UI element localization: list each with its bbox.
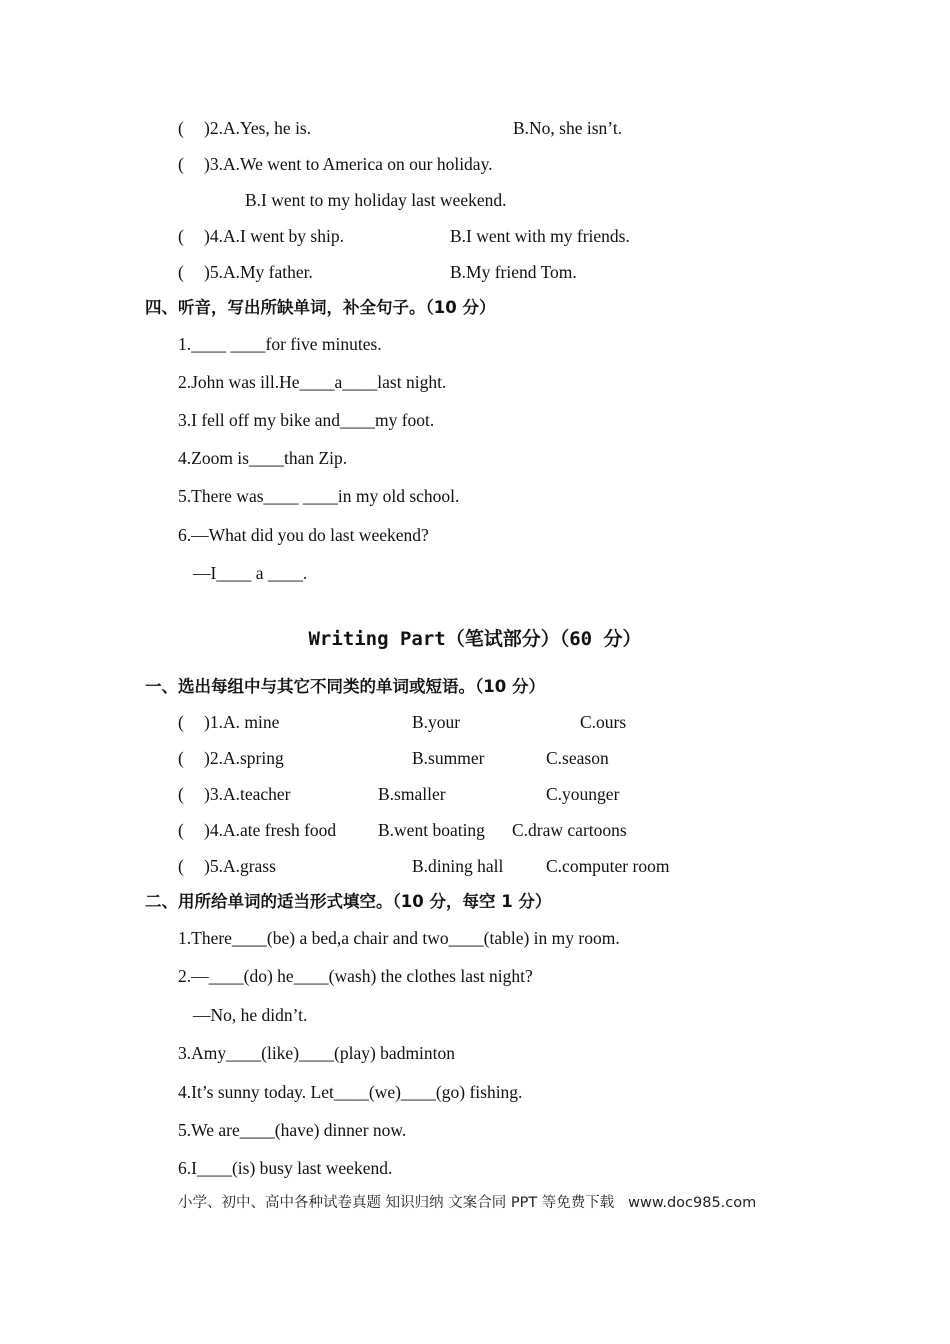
fill-in-sentence: 3.I fell off my bike and____my foot. [178,410,435,430]
option-c: C.draw cartoons [512,820,627,840]
fill-in-sentence: 6.—What did you do last weekend? [178,525,429,545]
option-b: B.summer [412,748,485,768]
page-footer: 小学、初中、高中各种试卷真题 知识归纳 文案合同 PPT 等免费下载 www.doc985.com [178,1195,757,1211]
fill-in-sentence: —No, he didn’t. [193,1005,308,1025]
option-a: )2.A.spring [204,748,284,768]
bracket: ( [178,784,184,804]
fill-in-sentence: 1.There____(be) a bed,a chair and two____(table) in my room. [178,928,620,948]
fill-in-sentence: 4.Zoom is____than Zip. [178,448,348,468]
bracket: ( [178,712,184,732]
bracket: ( [178,262,184,282]
bracket: ( [178,226,184,246]
question-option-a: )4.A.I went by ship. [204,226,344,246]
question-option-a: )3.A.We went to America on our holiday. [204,154,493,174]
option-c: C.ours [580,712,627,732]
fill-in-sentence: 3.Amy____(like)____(play) badminton [178,1043,456,1063]
fill-in-sentence: —I____ a ____. [193,563,308,583]
option-a: )4.A.ate fresh food [204,820,337,840]
fill-in-sentence: 4.It’s sunny today. Let____(we)____(go) fishing. [178,1082,523,1102]
option-c: C.season [546,748,609,768]
bracket: ( [178,820,184,840]
option-b: B.smaller [378,784,446,804]
fill-in-sentence: 6.I____(is) busy last weekend. [178,1158,393,1178]
fill-in-sentence: 5.There was____ ____in my old school. [178,486,460,506]
question-option-a: )5.A.My father. [204,262,313,282]
fill-in-sentence: 2.—____(do) he____(wash) the clothes last night? [178,966,533,986]
section-heading: 四、听音，写出所缺单词，补全句子。（10 分） [145,298,496,317]
fill-in-sentence: 1.____ ____for five minutes. [178,334,382,354]
bracket: ( [178,856,184,876]
writing-part-title: Writing Part（笔试部分）（60 分） [308,628,642,650]
section-heading: 二、用所给单词的适当形式填空。（10 分，每空 1 分） [145,892,552,911]
bracket: ( [178,748,184,768]
question-option-b: B.I went with my friends. [450,226,630,246]
option-a: )1.A. mine [204,712,280,732]
option-a: )3.A.teacher [204,784,291,804]
bracket: ( [178,118,184,138]
section-heading: 一、选出每组中与其它不同类的单词或短语。（10 分） [145,677,545,696]
option-b: B.your [412,712,461,732]
option-c: C.computer room [546,856,670,876]
option-c: C.younger [546,784,620,804]
question-option-a: )2.A.Yes, he is. [204,118,312,138]
question-option-b: B.No, she isn’t. [513,118,623,138]
option-b: B.went boating [378,820,485,840]
bracket: ( [178,154,184,174]
option-b: B.dining hall [412,856,504,876]
fill-in-sentence: 5.We are____(have) dinner now. [178,1120,407,1140]
question-option-b: B.I went to my holiday last weekend. [245,190,507,210]
fill-in-sentence: 2.John was ill.He____a____last night. [178,372,447,392]
option-a: )5.A.grass [204,856,276,876]
question-option-b: B.My friend Tom. [450,262,577,282]
